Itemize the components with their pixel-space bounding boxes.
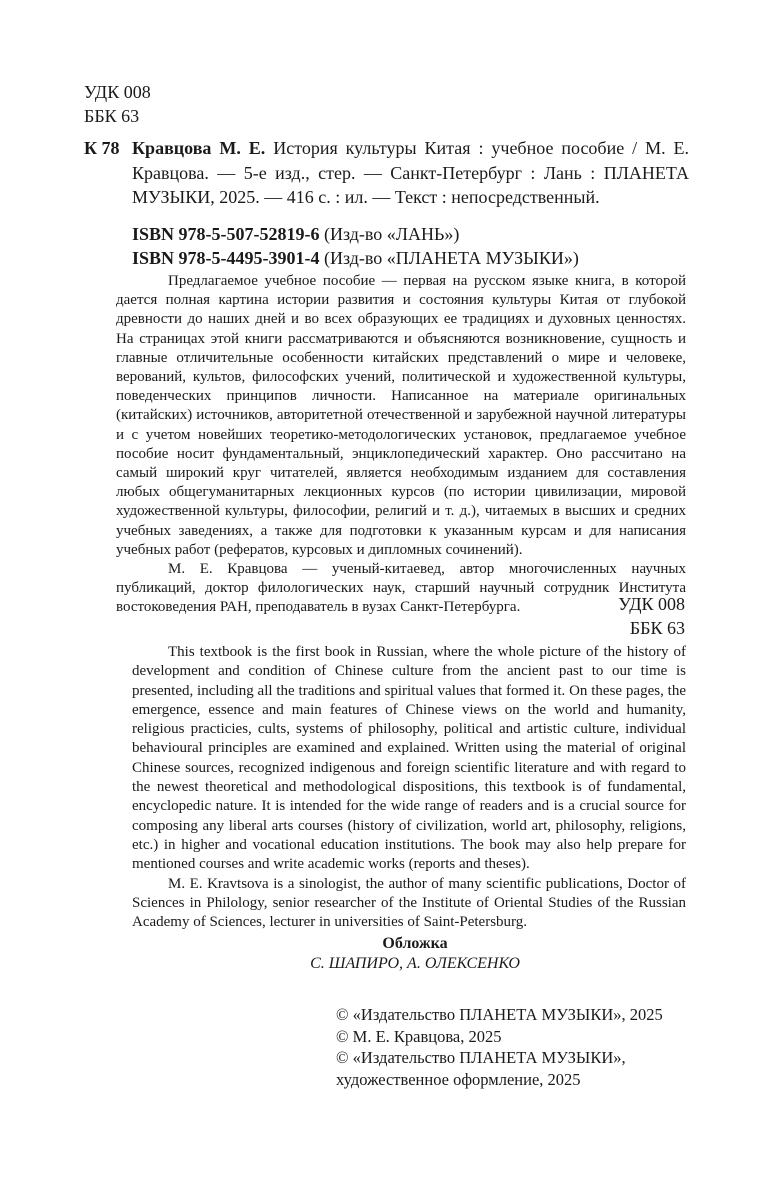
isbn-publisher: (Изд-во «ПЛАНЕТА МУЗЫКИ»)	[324, 248, 579, 268]
copyright-line: © «Издательство ПЛАНЕТА МУЗЫКИ»,	[336, 1048, 626, 1067]
entry-text: История культуры Китая : учебное пособие / М. Е. Кравцова. — 5-е изд., стер. — Санкт-Петербург : Лань : ПЛАНЕТА МУЗЫКИ, 2025. — 416 с. : ил. — Текст : непосредственный.	[132, 138, 689, 207]
isbn-publisher: (Изд-во «ЛАНЬ»)	[324, 224, 460, 244]
isbn-line	[132, 246, 579, 270]
author-bio-paragraph: М. Е. Кравцова — ученый-китаевед, автор многочисленных научных публикаций, доктор филологических наук, старший научный сотрудник Института востоковедения РАН, преподаватель в вузах Санкт-Петербурга.	[116, 561, 686, 616]
isbn-number: ISBN 978-5-507-52819-6	[132, 224, 320, 244]
abstract-english	[132, 643, 686, 932]
copyright-line: © М. Е. Кравцова, 2025	[336, 1026, 502, 1046]
copyright-line: художественное оформление, 2025	[336, 1069, 581, 1089]
udk-code: УДК 008	[618, 594, 685, 614]
cover-title: Обложка	[382, 935, 448, 952]
abstract-paragraph: This textbook is the first book in Russian, where the whole picture of the history of development and condition of Chinese culture from the ancient past to our time is presented, including all the traditions and spiritual values that formed it. On these pages, the emergence, essence and main features of Chinese views on the world and humanity, religious practicies, cults, systems of philosophy, political and artistic culture, individual behavioural principles are examined and explained. Written using the material of original Chinese sources, recognized indigenous and foreign scientific literature and with regard to the newest theoretical and methodological dispositions, this textbook is of fundamental, encyclopedic nature. It is intended for the wide range of readers and is a crucial source for composing any liberal arts courses (history of civilization, world art, philosophy, religions, etc.) in higher and vocational education institutions. The book may also help prepare for mentioned courses and write academic works (reports and theses).	[132, 644, 686, 873]
bbk-code: ББК 63	[629, 618, 685, 638]
catalog-entry	[84, 136, 689, 210]
bbk-code: ББК 63	[84, 106, 140, 126]
copyright-block	[336, 1004, 663, 1090]
abstract-paragraph: Предлагаемое учебное пособие — первая на русском языке книга, в которой дается полная картина истории развития и состояния культуры Китая от глубокой древности до наших дней и во всех образующих ее традициях и духовных ценностях. На страницах этой книги рассматриваются и объясняются возникновение, сущность и главные отличительные особенности китайских представлений о мире и человеке, верований, культов, философских учений, политической и художественной культуры, поведенческих принципов личности. Написанное на материале оригинальных (китайских) источников, авторитетной отечественной и зарубежной научной литературы и с учетом новейших теоретико-методологических установок, предлагаемое учебное пособие носит фундаментальный, энциклопедический характер. Оно рассчитано на самый широкий круг читателей, является необходимым изданием для составления любых общегуманитарных лекционных курсов (по истории цивилизации, мировой художественной культуры, философии, религий и т. д.), читаемых в высших и средних учебных заведениях, а также для подготовки к указанным курсам и для написания учебных работ (рефератов, курсовых и дипломных сочинений).	[116, 273, 686, 558]
entry-author: Кравцова М. Е.	[132, 138, 266, 158]
udk-code: УДК 008	[84, 82, 151, 102]
isbn-block	[132, 222, 579, 270]
cover-designers: С. ШАПИРО, А. ОЛЕКСЕНКО	[310, 955, 520, 972]
classification-block	[84, 80, 151, 128]
bibliographic-description	[132, 136, 689, 210]
isbn-number: ISBN 978-5-4495-3901-4	[132, 248, 320, 268]
author-bio-paragraph: M. E. Kravtsova is a sinologist, the author of many scientific publications, Doctor of Sciences in Philology, senior researcher of the Institute of Oriental Studies of the Russian Academy of Sciences, lecturer in universities of Saint-Petersburg.	[132, 875, 686, 931]
abstract-russian	[116, 272, 686, 618]
cover-credits	[180, 934, 650, 974]
classification-block-english	[618, 592, 685, 640]
isbn-line	[132, 222, 579, 246]
author-mark: К 78	[84, 138, 120, 158]
copyright-line: © «Издательство ПЛАНЕТА МУЗЫКИ», 2025	[336, 1005, 663, 1024]
